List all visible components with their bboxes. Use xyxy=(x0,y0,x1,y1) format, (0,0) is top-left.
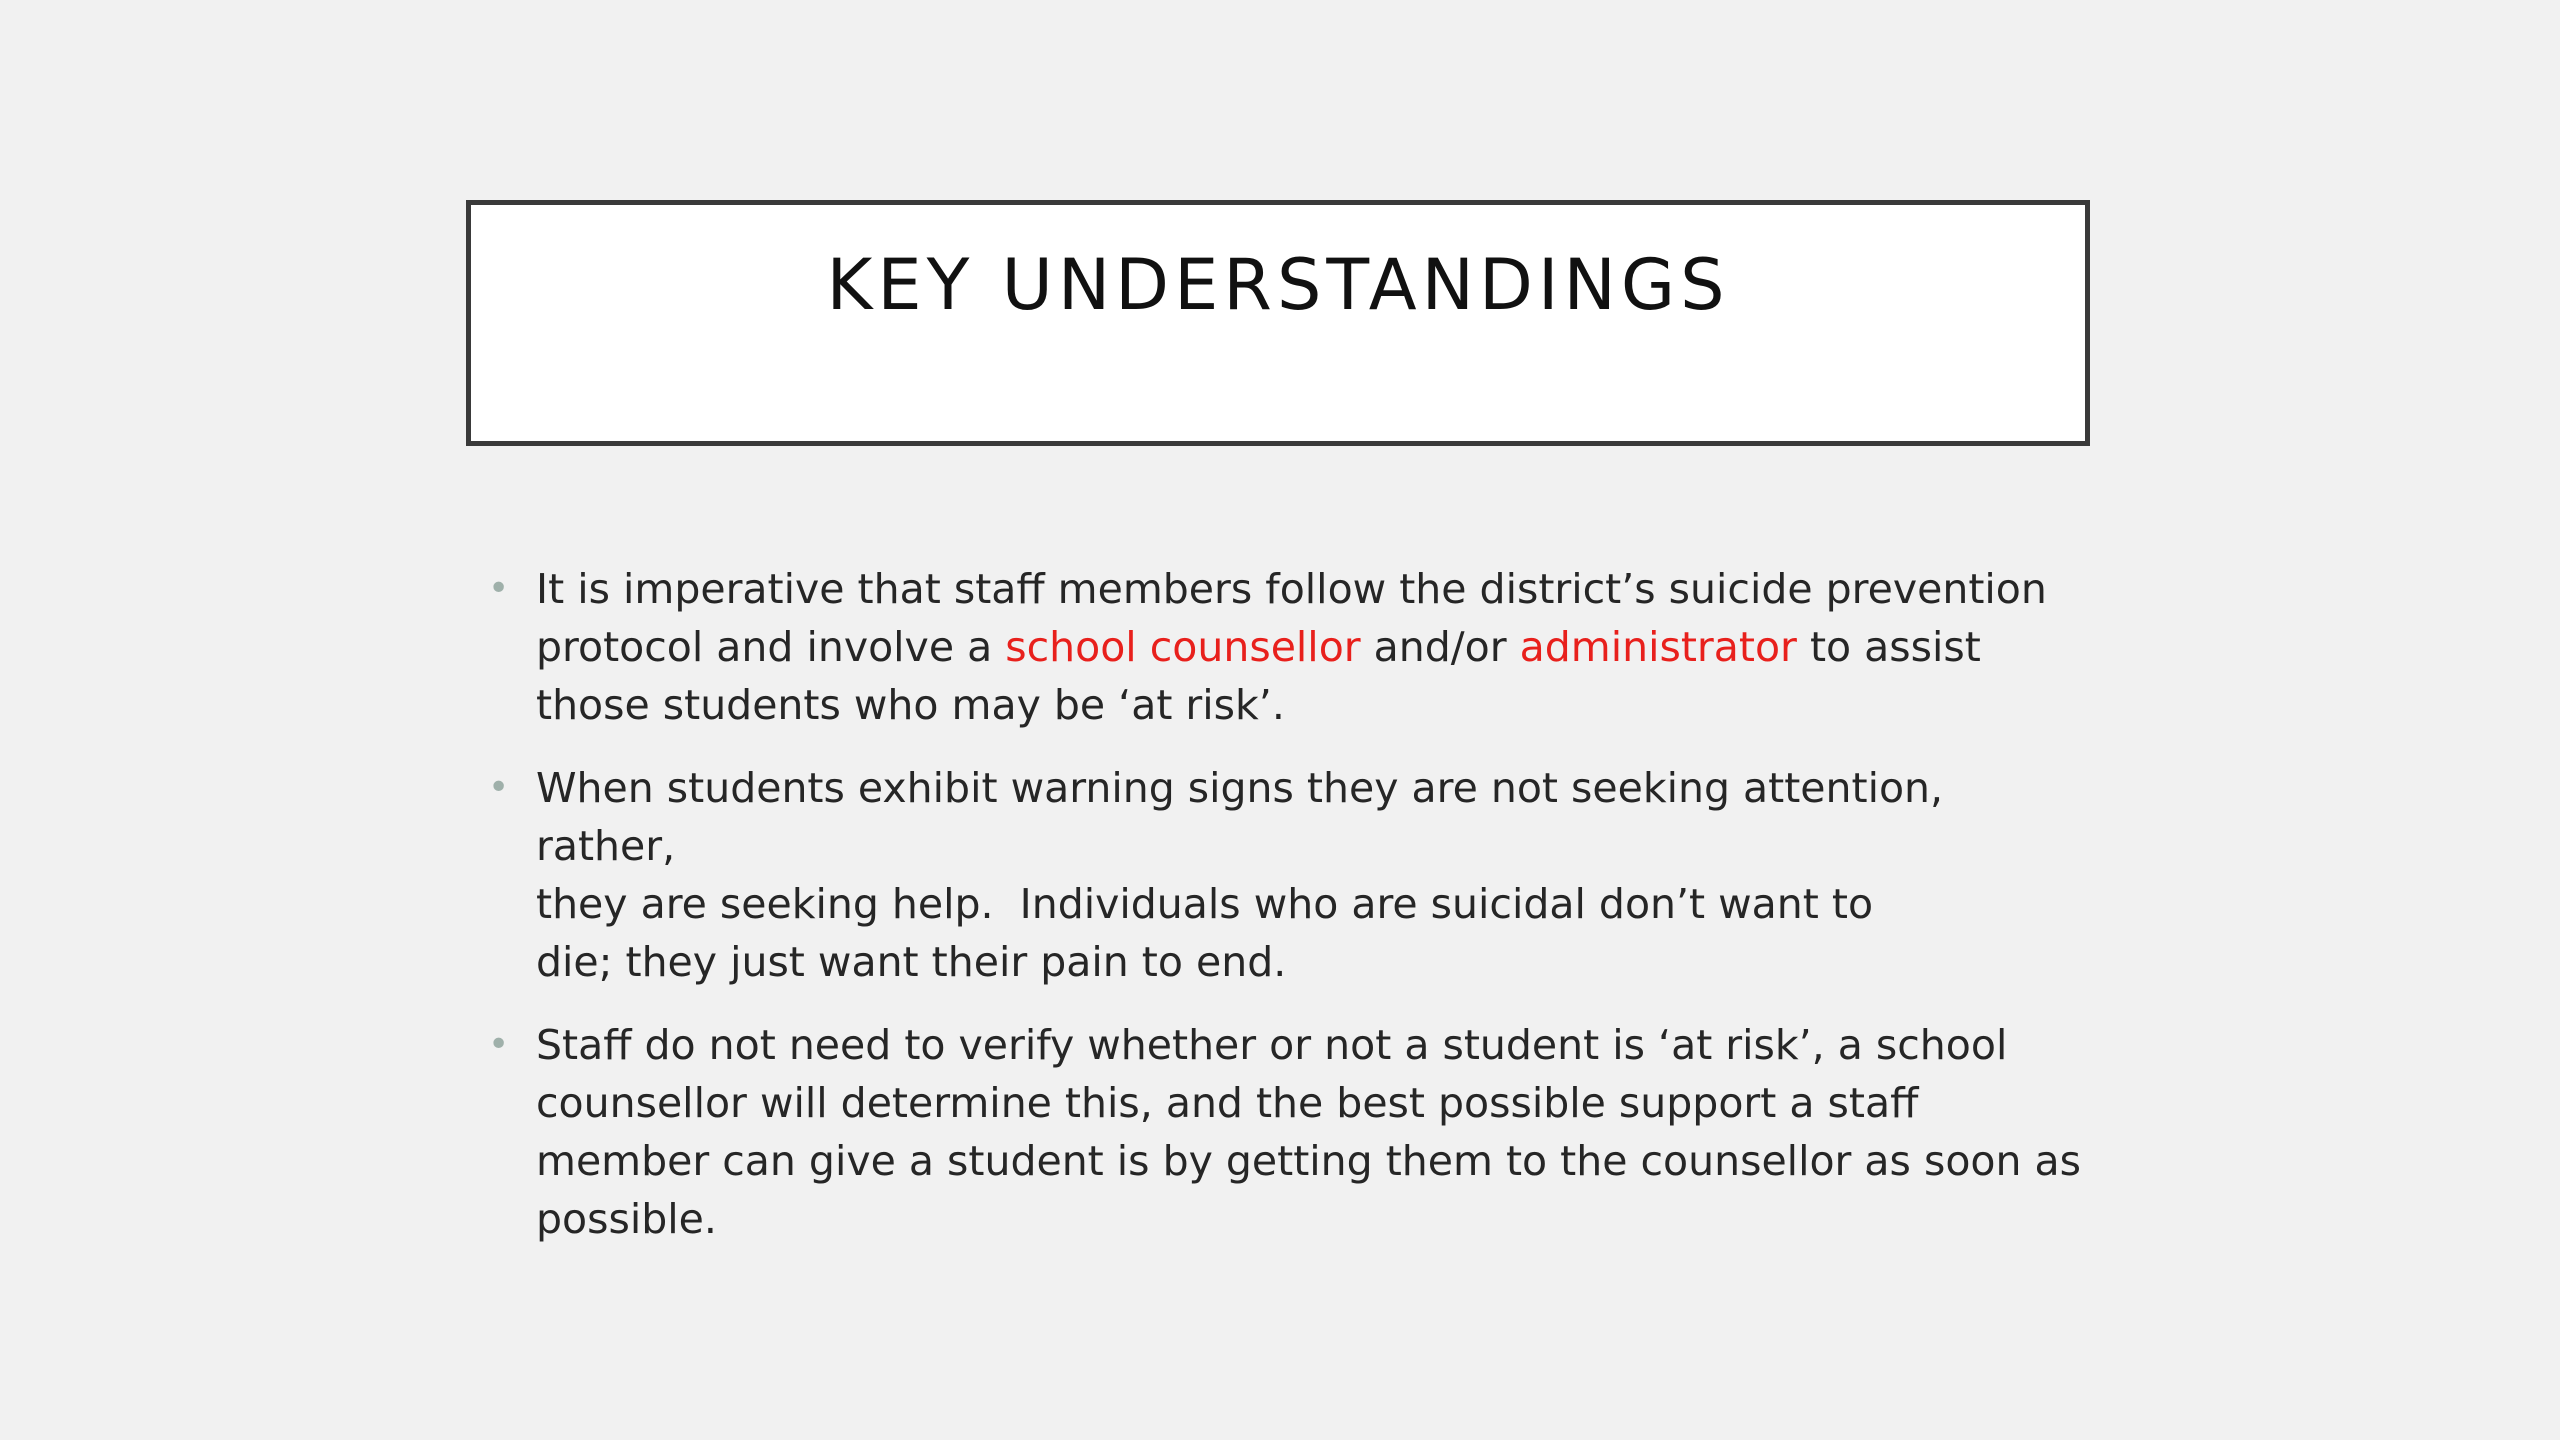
bullet-item-verify xyxy=(484,1016,2084,1248)
bullet-item-protocol xyxy=(484,560,2084,734)
bullet-list xyxy=(484,560,2084,1273)
highlight-school-counsellor: school counsellor xyxy=(1005,623,1361,671)
slide-title: KEY UNDERSTANDINGS xyxy=(826,244,1730,326)
bullet-line: die; they just want their pain to end. xyxy=(536,938,1287,986)
bullet-text-segment: It is imperative that staff members follow the district’s suicide prevention protocol and involve a xyxy=(536,565,2047,671)
bullet-marker: • xyxy=(488,767,510,808)
bullet-marker: • xyxy=(488,1024,510,1065)
bullet-marker: • xyxy=(488,568,510,609)
bullet-text: Staff do not need to verify whether or not a student is ‘at risk’, a school counsellor will determine this, and the best possible support a staff member can give a student is by getting them to the counsellor as soon as possible. xyxy=(536,1021,2081,1243)
bullet-line: When students exhibit warning signs they are not seeking attention, rather, xyxy=(536,764,1944,870)
bullet-text-segment: and/or xyxy=(1360,623,1520,671)
title-box xyxy=(466,200,2090,446)
bullet-line: they are seeking help. Individuals who are suicidal don’t want to xyxy=(536,880,1874,928)
bullet-item-warning-signs xyxy=(484,759,2084,991)
bullet-text-segment: to assist those students who may be ‘at risk’. xyxy=(536,623,1981,729)
highlight-administrator: administrator xyxy=(1519,623,1797,671)
